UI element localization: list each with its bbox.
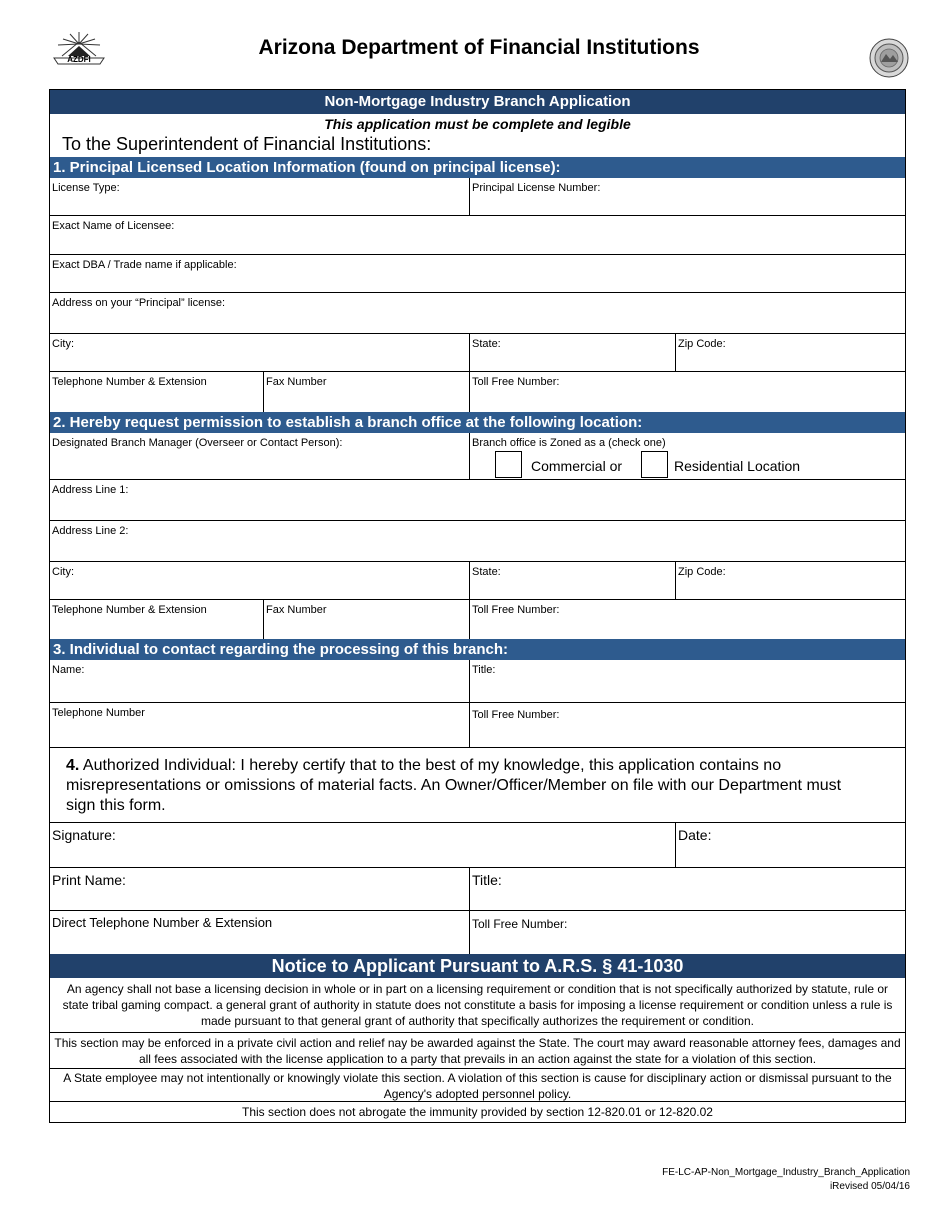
branch-address-line-1-field[interactable]	[50, 480, 905, 521]
s4-row-phone	[50, 911, 905, 954]
s1-fax-label: Fax Number	[266, 376, 327, 388]
direct-telephone-field[interactable]	[50, 911, 469, 954]
principal-license-number-label: Principal License Number:	[472, 182, 601, 194]
dba-label: Exact DBA / Trade name if applicable:	[52, 259, 237, 271]
notice-paragraph-2: This section may be enforced in a private civil action and relief nay be awarded against the State. The court may award reasonable attorney fees, damages and all fees associated with the license application to a party that prevails in an action against the state for a violation of this section.	[50, 1033, 905, 1069]
contact-toll-free-label: Toll Free Number:	[472, 709, 560, 721]
date-field[interactable]	[675, 823, 905, 867]
section-3-heading: 3. Individual to contact regarding the processing of this branch:	[50, 639, 905, 660]
principal-address-field[interactable]	[50, 293, 905, 334]
print-name-field[interactable]	[50, 868, 469, 910]
contact-telephone-label: Telephone Number	[52, 707, 145, 719]
contact-name-label: Name:	[52, 664, 85, 676]
section-2-heading: 2. Hereby request permission to establish a branch office at the following location:	[50, 412, 905, 433]
s4-row-name	[50, 868, 905, 911]
zoning-label: Branch office is Zoned as a (check one)	[472, 437, 666, 449]
commercial-checkbox[interactable]	[495, 451, 522, 478]
form-code: FE-LC-AP-Non_Mortgage_Industry_Branch_Application	[662, 1167, 910, 1178]
signer-toll-free-label: Toll Free Number:	[472, 917, 568, 931]
residential-label: Residential Location	[674, 458, 801, 474]
contact-toll-free-field[interactable]	[469, 703, 905, 747]
s1-toll-free-field[interactable]	[469, 372, 905, 412]
s2-telephone-field[interactable]	[50, 600, 263, 639]
s1-fax-field[interactable]	[263, 372, 469, 412]
s1-telephone-field[interactable]	[50, 372, 263, 412]
s1-city-label: City:	[52, 338, 74, 350]
s2-row-phone	[50, 600, 905, 639]
s1-row-city	[50, 334, 905, 372]
section-1-heading: 1. Principal Licensed Location Information (found on principal license):	[50, 157, 905, 178]
s2-state-field[interactable]	[469, 562, 675, 599]
branch-address-line-2-field[interactable]	[50, 521, 905, 562]
signer-toll-free-field[interactable]	[469, 911, 905, 954]
s2-zip-label: Zip Code:	[678, 566, 726, 578]
s2-telephone-label: Telephone Number & Extension	[52, 604, 207, 616]
s1-telephone-label: Telephone Number & Extension	[52, 376, 207, 388]
certification-block	[50, 748, 905, 823]
principal-license-number-field[interactable]	[469, 178, 905, 215]
revision-date: iRevised 05/04/16	[829, 1181, 910, 1192]
s2-row-manager	[50, 433, 905, 480]
s2-state-label: State:	[472, 566, 501, 578]
signature-label: Signature:	[52, 827, 116, 843]
address-line-2-label: Address Line 2:	[52, 525, 129, 537]
form-subtitle: This application must be complete and legible	[324, 116, 631, 132]
s2-row-city	[50, 562, 905, 600]
agency-title: Arizona Department of Financial Institutions	[258, 36, 700, 59]
s4-row-signature	[50, 823, 905, 868]
direct-telephone-label: Direct Telephone Number & Extension	[52, 915, 273, 930]
address-line-1-label: Address Line 1:	[52, 484, 129, 496]
state-seal-icon	[869, 38, 909, 78]
residential-checkbox[interactable]	[641, 451, 668, 478]
contact-title-field[interactable]	[469, 660, 905, 702]
s1-zip-label: Zip Code:	[678, 338, 726, 350]
license-type-field[interactable]	[50, 178, 469, 215]
s3-row-name	[50, 660, 905, 703]
logo-text: AZDFI	[67, 55, 91, 64]
s1-row-license	[50, 178, 905, 216]
signer-title-field[interactable]	[469, 868, 905, 910]
principal-address-label: Address on your “Principal” license:	[52, 297, 226, 309]
notice-paragraph-4: This section does not abrogate the immunity provided by section 12-820.01 or 12-820.02	[242, 1105, 713, 1119]
notice-paragraph-3: A State employee may not intentionally or knowingly violate this section. A violation of this section is cause for disciplinary action or dismissal pursuant to the Agency's adopted personnel policy.	[50, 1069, 905, 1102]
signer-title-label: Title:	[472, 872, 502, 888]
s1-toll-free-label: Toll Free Number:	[472, 376, 560, 388]
signature-field[interactable]	[50, 823, 675, 867]
contact-telephone-field[interactable]	[50, 703, 469, 747]
s2-toll-free-label: Toll Free Number:	[472, 604, 560, 616]
notice-heading: Notice to Applicant Pursuant to A.R.S. § 41-1030	[50, 954, 905, 978]
branch-manager-label: Designated Branch Manager (Overseer or Contact Person):	[52, 437, 343, 449]
s1-row-phone	[50, 372, 905, 412]
s2-toll-free-field[interactable]	[469, 600, 905, 639]
s1-state-field[interactable]	[469, 334, 675, 371]
notice-paragraph-1: An agency shall not base a licensing decision in whole or in part on a licensing requirement or condition that is not specifically authorized by statute, rule or state tribal gaming compact. a general grant of authority in statute does not constitute a basis for imposing a license requirement or condition unless a rule is made pursuant to that general grant of authority that specifically authorizes the requirement or condition.	[50, 979, 905, 1033]
branch-manager-field[interactable]	[50, 433, 469, 479]
s2-fax-label: Fax Number	[266, 604, 327, 616]
contact-name-field[interactable]	[50, 660, 469, 702]
certification-text: Authorized Individual: I hereby certify that to the best of my knowledge, this application contains no misrepresentations or omissions of material facts. An Owner/Officer/Member on file with our Department must sign this form.	[66, 757, 842, 814]
s2-fax-field[interactable]	[263, 600, 469, 639]
s1-state-label: State:	[472, 338, 501, 350]
section-4-number: 4.	[66, 757, 80, 774]
application-form	[49, 89, 906, 1123]
s2-city-label: City:	[52, 566, 74, 578]
form-footer	[662, 1166, 910, 1194]
commercial-label: Commercial or	[531, 458, 623, 474]
contact-title-label: Title:	[472, 664, 496, 676]
s3-row-phone	[50, 703, 905, 748]
print-name-label: Print Name:	[52, 872, 126, 888]
license-type-label: License Type:	[52, 182, 120, 194]
date-label: Date:	[678, 827, 712, 843]
dba-field[interactable]	[50, 255, 905, 293]
s1-city-field[interactable]	[50, 334, 469, 371]
salutation: To the Superintendent of Financial Institutions:	[62, 134, 432, 154]
zoning-field	[469, 433, 905, 479]
exact-name-field[interactable]	[50, 216, 905, 255]
form-title: Non-Mortgage Industry Branch Application	[50, 90, 905, 114]
exact-name-label: Exact Name of Licensee:	[52, 220, 175, 232]
s1-zip-field[interactable]	[675, 334, 905, 371]
s2-zip-field[interactable]	[675, 562, 905, 599]
s2-city-field[interactable]	[50, 562, 469, 599]
